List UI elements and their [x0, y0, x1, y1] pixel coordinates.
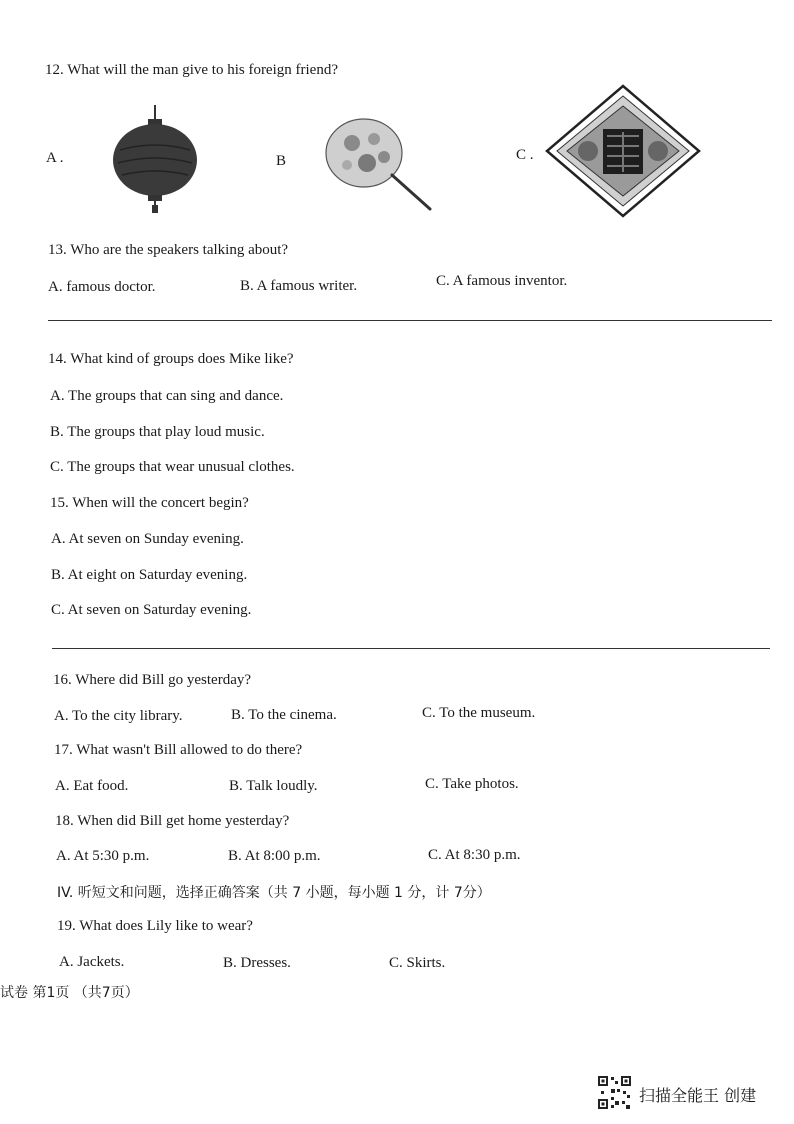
qr-code-icon [597, 1075, 632, 1110]
q12-option-b-label: B [276, 153, 287, 169]
fan-image [322, 113, 437, 213]
q16-question: 16. Where did Bill go yesterday? [53, 672, 252, 688]
q16-option-b: B. To the cinema. [231, 707, 337, 723]
q19-option-b: B. Dresses. [223, 955, 291, 971]
q15-question: 15. When will the concert begin? [50, 495, 249, 511]
q13-option-c: C. A famous inventor. [436, 273, 568, 289]
q12-option-a-label: A . [46, 150, 64, 166]
section-divider [52, 648, 770, 649]
q16-option-c: C. To the museum. [422, 705, 536, 721]
fu-paper-cut-image [543, 84, 703, 219]
q15-option-b: B. At eight on Saturday evening. [51, 567, 248, 583]
q17-option-a: A. Eat food. [55, 778, 129, 794]
q16-option-a: A. To the city library. [54, 708, 183, 724]
q15-option-c: C. At seven on Saturday evening. [51, 602, 252, 618]
q18-question: 18. When did Bill get home yesterday? [55, 813, 290, 829]
q18-option-c: C. At 8:30 p.m. [428, 847, 521, 863]
q18-option-a: A. At 5:30 p.m. [56, 848, 150, 864]
q12-question: 12. What will the man give to his foreign friend? [45, 62, 338, 78]
q13-option-a: A. famous doctor. [48, 279, 156, 295]
section-iv-heading: IV. 听短文和问题，选择正确答案（共 7 小题，每小题 1 分，计 7分） [57, 885, 491, 901]
q13-option-b: B. A famous writer. [240, 278, 358, 294]
q17-question: 17. What wasn't Bill allowed to do there? [54, 742, 303, 758]
q17-option-c: C. Take photos. [425, 776, 519, 792]
q14-question: 14. What kind of groups does Mike like? [48, 351, 294, 367]
q19-option-a: A. Jackets. [59, 954, 125, 970]
q17-option-b: B. Talk loudly. [229, 778, 318, 794]
q13-question: 13. Who are the speakers talking about? [48, 242, 289, 258]
page-footer: 试卷 第1页 （共7页） [0, 985, 139, 1001]
q14-option-c: C. The groups that wear unusual clothes. [50, 459, 295, 475]
q18-option-b: B. At 8:00 p.m. [228, 848, 321, 864]
q19-question: 19. What does Lily like to wear? [57, 918, 253, 934]
q12-option-c-label: C . [516, 147, 534, 163]
section-divider [48, 320, 772, 321]
q14-option-a: A. The groups that can sing and dance. [50, 388, 284, 404]
q14-option-b: B. The groups that play loud music. [50, 424, 265, 440]
q15-option-a: A. At seven on Sunday evening. [51, 531, 244, 547]
q19-option-c: C. Skirts. [389, 955, 446, 971]
scanner-watermark: 扫描全能王 创建 [639, 1086, 757, 1105]
lantern-image [110, 105, 205, 215]
